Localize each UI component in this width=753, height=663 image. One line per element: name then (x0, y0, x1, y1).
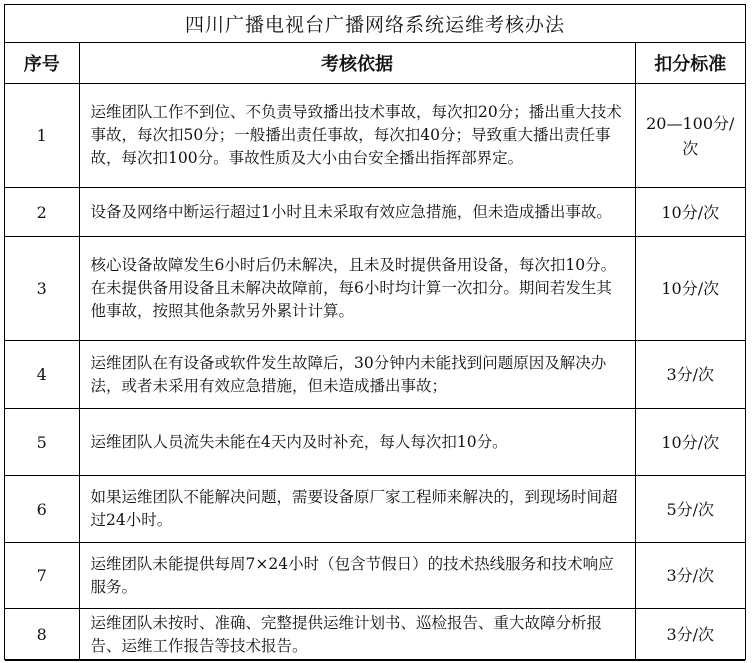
header-index: 序号 (5, 43, 79, 84)
row-basis: 如果运维团队不能解决问题，需要设备原厂家工程师来解决的，到现场时间超过24小时。 (79, 476, 635, 543)
row-basis: 运维团队未能提供每周7×24小时（包含节假日）的技术热线服务和技术响应服务。 (79, 543, 635, 609)
table-row (5, 237, 745, 341)
row-index: 4 (5, 341, 79, 409)
table-row (5, 476, 745, 543)
row-basis: 设备及网络中断运行超过1小时且未采取有效应急措施，但未造成播出事故。 (79, 188, 635, 237)
row-standard: 3分/次 (635, 341, 745, 409)
row-standard: 10分/次 (635, 409, 745, 476)
assessment-table (5, 43, 745, 661)
row-index: 8 (5, 609, 79, 661)
table-row (5, 409, 745, 476)
row-basis: 核心设备故障发生6小时后仍未解决，且未及时提供备用设备，每次扣10分。在未提供备用设备且未解决故障前，每6小时均计算一次扣分。期间若发生其他事故，按照其他条款另外累计计算。 (79, 237, 635, 341)
row-index: 5 (5, 409, 79, 476)
document-title: 四川广播电视台广播网络系统运维考核办法 (5, 5, 745, 43)
table-row (5, 609, 745, 661)
row-index: 6 (5, 476, 79, 543)
table-row (5, 341, 745, 409)
table-header-row (5, 43, 745, 84)
header-standard: 扣分标准 (635, 43, 745, 84)
row-standard: 3分/次 (635, 609, 745, 661)
row-index: 1 (5, 84, 79, 188)
row-basis: 运维团队未按时、准确、完整提供运维计划书、巡检报告、重大故障分析报告、运维工作报告等技术报告。 (79, 609, 635, 661)
row-standard: 3分/次 (635, 543, 745, 609)
row-standard: 10分/次 (635, 188, 745, 237)
row-basis: 运维团队在有设备或软件发生故障后，30分钟内未能找到问题原因及解决办法，或者未采用有效应急措施，但未造成播出事故； (79, 341, 635, 409)
table-row (5, 543, 745, 609)
row-standard: 10分/次 (635, 237, 745, 341)
row-index: 7 (5, 543, 79, 609)
row-index: 3 (5, 237, 79, 341)
row-standard: 20—100分/次 (635, 84, 745, 188)
header-basis: 考核依据 (79, 43, 635, 84)
table-row (5, 84, 745, 188)
row-index: 2 (5, 188, 79, 237)
assessment-document (4, 4, 746, 660)
row-basis: 运维团队工作不到位、不负责导致播出技术事故，每次扣20分；播出重大技术事故，每次扣50分；一般播出责任事故，每次扣40分；导致重大播出责任事故，每次扣100分。事故性质及大小由台安全播出指挥部界定。 (79, 84, 635, 188)
row-basis: 运维团队人员流失未能在4天内及时补充，每人每次扣10分。 (79, 409, 635, 476)
table-row (5, 188, 745, 237)
row-standard: 5分/次 (635, 476, 745, 543)
